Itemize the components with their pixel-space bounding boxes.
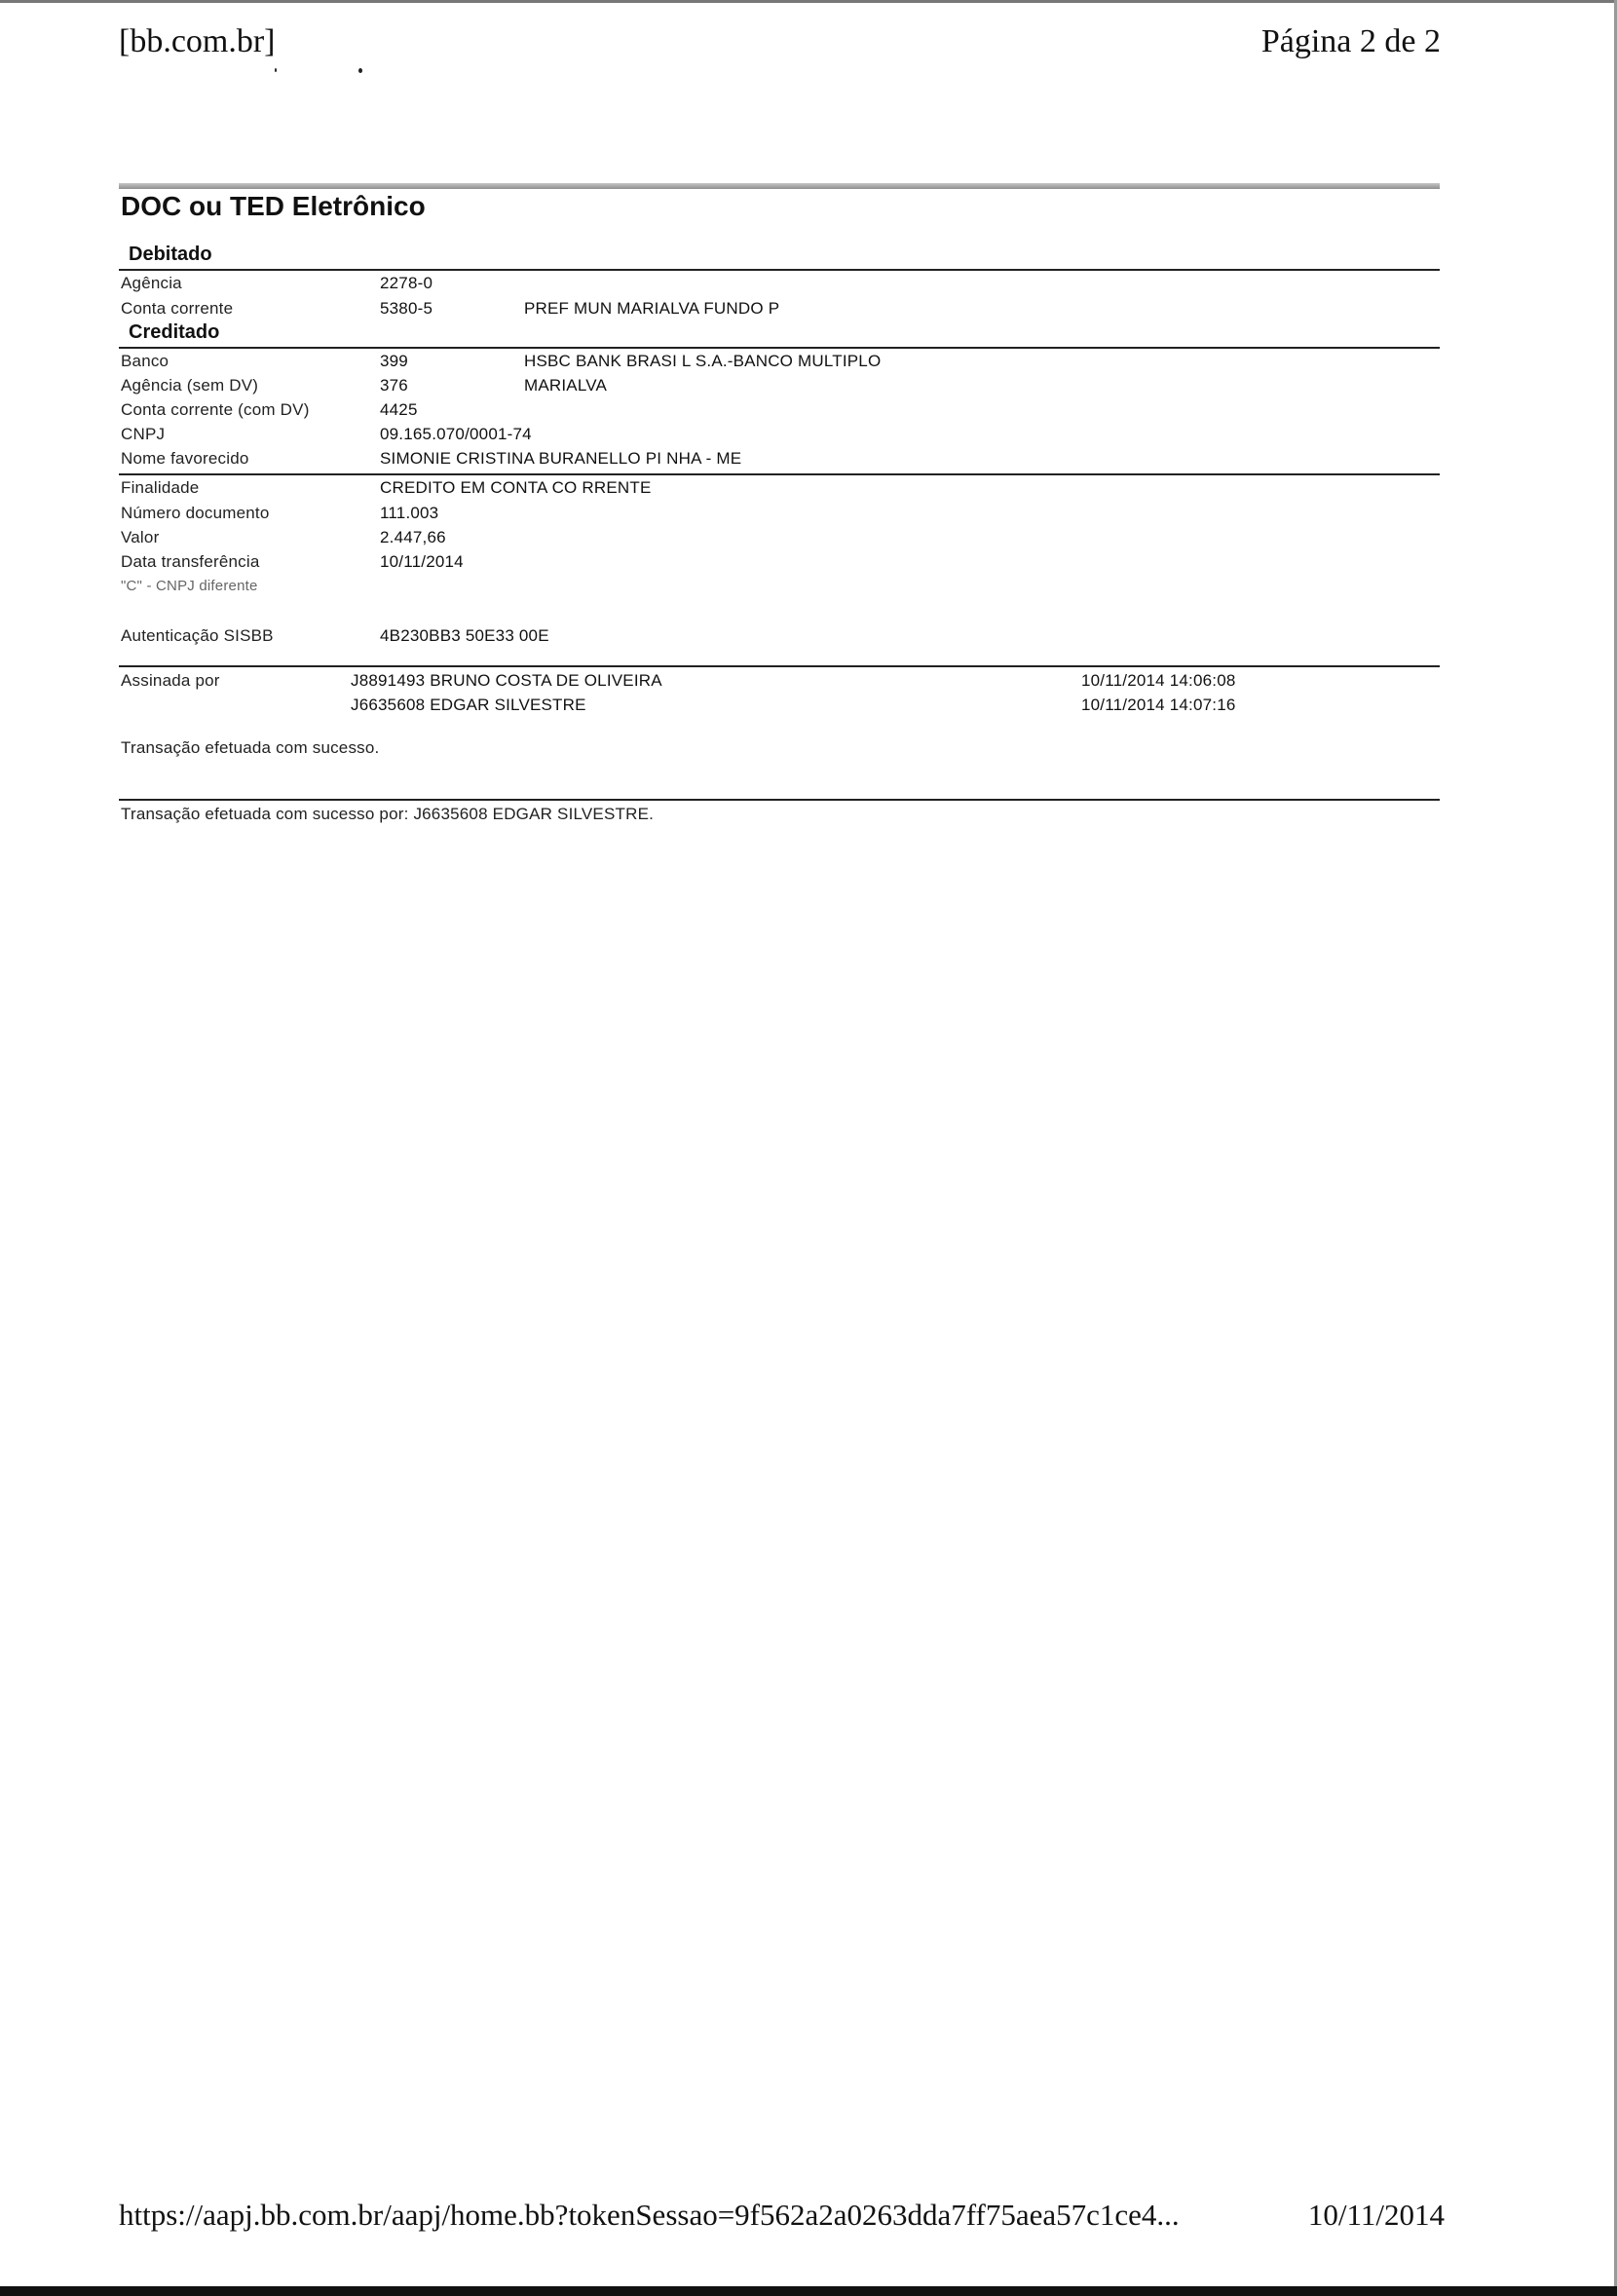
section-rule <box>119 269 1440 271</box>
footer-url: https://aapj.bb.com.br/aapj/home.bb?tokenSessao=9f562a2a0263dda7ff75aea57c1ce4... <box>119 2198 1180 2232</box>
section-rule <box>119 473 1440 475</box>
value-conta-com-dv: 4425 <box>380 400 418 419</box>
section-debitado: Debitado <box>129 244 212 265</box>
footer-date: 10/11/2014 <box>1307 2198 1445 2232</box>
label-banco: Banco <box>121 352 169 370</box>
scan-speck <box>358 68 362 73</box>
document-title: DOC ou TED Eletrônico <box>121 191 426 221</box>
label-numero-documento: Número documento <box>121 504 270 522</box>
value-conta-titular: PREF MUN MARIALVA FUNDO P <box>524 299 780 318</box>
label-cnpj: CNPJ <box>121 425 166 443</box>
value-agencia-cidade: MARIALVA <box>524 376 608 395</box>
section-rule <box>119 665 1440 667</box>
section-creditado: Creditado <box>129 321 220 343</box>
value-conta-corrente: 5380-5 <box>380 299 433 318</box>
label-autenticacao: Autenticação SISBB <box>121 626 274 645</box>
label-conta-com-dv: Conta corrente (com DV) <box>121 400 310 419</box>
signer-timestamp: 10/11/2014 14:07:16 <box>1081 696 1236 714</box>
value-banco: 399 <box>380 352 408 370</box>
label-nome-favorecido: Nome favorecido <box>121 449 249 468</box>
scan-bottom-edge <box>0 2286 1617 2296</box>
value-nome-favorecido: SIMONIE CRISTINA BURANELLO PI NHA - ME <box>380 449 742 468</box>
scan-speck <box>275 68 277 72</box>
value-numero-documento: 111.003 <box>380 504 439 522</box>
label-assinada-por: Assinada por <box>121 671 220 690</box>
value-banco-nome: HSBC BANK BRASI L S.A.-BANCO MULTIPLO <box>524 352 882 370</box>
status-final-message: Transação efetuada com sucesso por: J6635608 EDGAR SILVESTRE. <box>121 805 655 823</box>
value-cnpj: 09.165.070/0001-74 <box>380 425 532 443</box>
header-page-number: Página 2 de 2 <box>1260 23 1441 59</box>
label-agencia: Agência <box>121 274 182 292</box>
status-message: Transação efetuada com sucesso. <box>121 738 380 757</box>
signer-timestamp: 10/11/2014 14:06:08 <box>1081 671 1236 690</box>
note-cnpj-diferente: "C" - CNPJ diferente <box>121 578 258 594</box>
value-finalidade: CREDITO EM CONTA CO RRENTE <box>380 478 652 497</box>
label-finalidade: Finalidade <box>121 478 200 497</box>
header-source: [bb.com.br] <box>119 23 276 59</box>
value-autenticacao: 4B230BB3 50E33 00E <box>380 626 549 645</box>
section-rule <box>119 799 1440 801</box>
label-conta-corrente: Conta corrente <box>121 299 234 318</box>
value-data-transferencia: 10/11/2014 <box>380 552 464 571</box>
value-agencia: 2278-0 <box>380 274 433 292</box>
title-rule <box>119 183 1440 189</box>
value-valor: 2.447,66 <box>380 528 446 546</box>
signer-name: J6635608 EDGAR SILVESTRE <box>351 696 586 714</box>
scan-top-edge <box>0 0 1617 3</box>
label-valor: Valor <box>121 528 160 546</box>
signer-name: J8891493 BRUNO COSTA DE OLIVEIRA <box>351 671 662 690</box>
value-agencia-sem-dv: 376 <box>380 376 408 395</box>
section-rule <box>119 347 1440 349</box>
label-data-transferencia: Data transferência <box>121 552 260 571</box>
label-agencia-sem-dv: Agência (sem DV) <box>121 376 259 395</box>
